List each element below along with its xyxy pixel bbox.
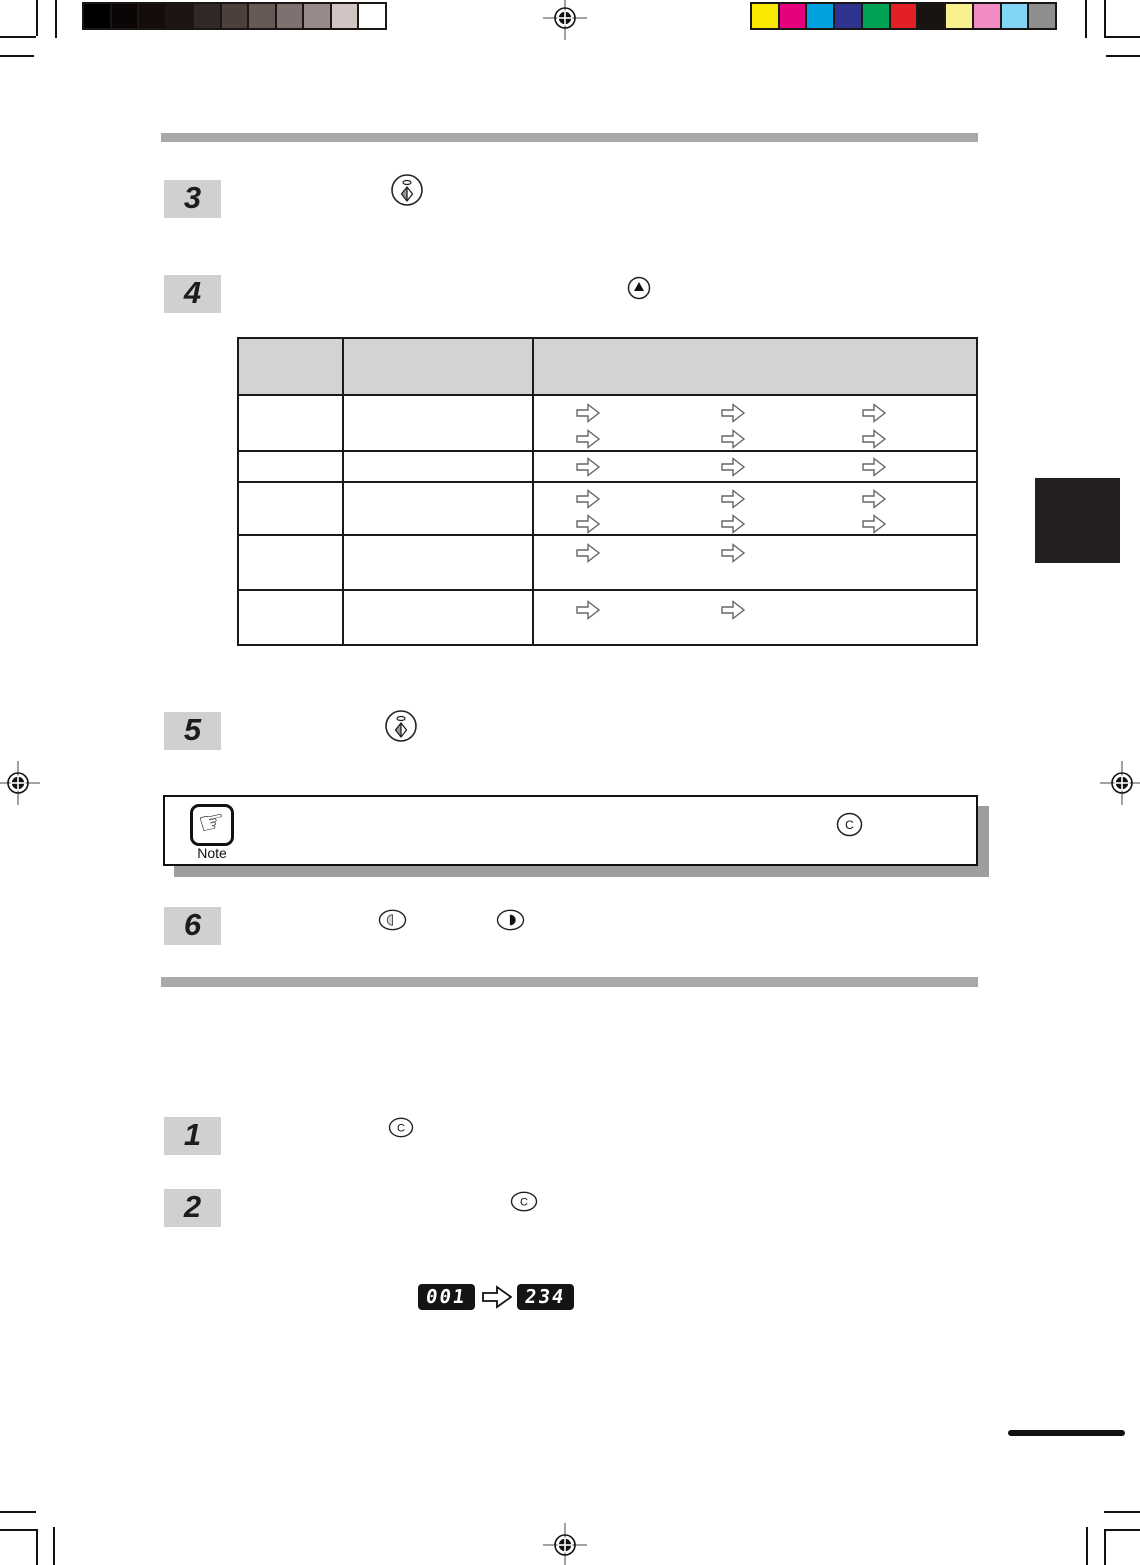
svg-text:C: C [845, 818, 854, 832]
pointing-hand-icon: ☞ [190, 804, 234, 846]
registration-mark-icon [543, 0, 587, 40]
calibration-swatch [835, 4, 861, 28]
calibration-swatch [304, 4, 330, 28]
table-row [239, 591, 976, 648]
calibration-swatch [1002, 4, 1028, 28]
note-label: Note [197, 845, 227, 861]
step-box-3 [164, 180, 221, 218]
registration-mark-icon [0, 761, 40, 805]
right-block-arrow-icon [576, 489, 600, 509]
right-block-arrow-icon [721, 489, 745, 509]
calibration-swatch [918, 4, 944, 28]
calibration-swatch [84, 4, 110, 28]
svg-text:C: C [397, 1122, 405, 1135]
right-block-arrow-icon [576, 429, 600, 449]
right-block-arrow-icon [576, 600, 600, 620]
calibration-swatch [359, 4, 385, 28]
right-block-arrow-icon [721, 429, 745, 449]
right-block-arrow-icon [721, 403, 745, 423]
right-block-arrow-icon [721, 543, 745, 563]
clear-key-icon [510, 1191, 538, 1212]
calibration-swatch [139, 4, 165, 28]
calibration-swatch [946, 4, 972, 28]
registration-mark-icon [1100, 761, 1140, 805]
step-box-1 [164, 1117, 221, 1155]
step-box-2 [164, 1189, 221, 1227]
footer-rule [1008, 1430, 1125, 1436]
calibration-swatch [249, 4, 275, 28]
right-block-arrow-icon [576, 514, 600, 534]
right-block-arrow-icon [721, 514, 745, 534]
step-number: 6 [183, 907, 202, 942]
calibration-swatch [222, 4, 248, 28]
copy-options-table [237, 337, 978, 646]
up-arrow-key-icon [627, 276, 651, 300]
step-number: 4 [183, 275, 202, 310]
calibration-swatch [780, 4, 806, 28]
start-key-icon [384, 709, 418, 743]
right-block-arrow-icon [576, 403, 600, 423]
section-rule-top [161, 133, 978, 142]
table-row [239, 396, 976, 452]
step-number: 2 [183, 1189, 202, 1224]
note-box [163, 795, 978, 866]
step-box-5 [164, 712, 221, 750]
right-block-arrow-icon [862, 514, 886, 534]
calibration-swatch [277, 4, 303, 28]
grayscale-calibration-bar [82, 2, 387, 30]
calibration-swatch [194, 4, 220, 28]
right-block-arrow-icon [862, 429, 886, 449]
right-block-arrow-icon [576, 543, 600, 563]
table-row [239, 536, 976, 591]
calibration-swatch [752, 4, 778, 28]
copy-count-display-before: 001 [418, 1284, 475, 1310]
right-block-arrow-icon [862, 457, 886, 477]
chapter-tab [1035, 478, 1120, 563]
right-block-arrow-icon [721, 600, 745, 620]
section-rule-bottom [161, 977, 978, 987]
table-header-row [239, 339, 976, 396]
calibration-swatch [112, 4, 138, 28]
start-key-icon [390, 173, 424, 207]
table-row [239, 452, 976, 483]
color-calibration-bar [750, 2, 1057, 30]
calibration-swatch [1029, 4, 1055, 28]
copy-count-display-after: 234 [517, 1284, 574, 1310]
step-number: 3 [183, 180, 202, 215]
registration-mark-icon [543, 1523, 587, 1565]
dark-key-icon [496, 909, 525, 931]
calibration-swatch [807, 4, 833, 28]
svg-text:C: C [520, 1196, 528, 1209]
light-key-icon [378, 909, 407, 931]
right-block-arrow-icon [862, 489, 886, 509]
right-block-arrow-icon [862, 403, 886, 423]
step-number: 5 [183, 712, 202, 747]
table-row [239, 483, 976, 536]
right-block-arrow-icon [482, 1285, 512, 1309]
calibration-swatch [974, 4, 1000, 28]
clear-key-icon [388, 1117, 414, 1138]
clear-key-icon [836, 812, 863, 837]
right-block-arrow-icon [576, 457, 600, 477]
calibration-swatch [863, 4, 889, 28]
right-block-arrow-icon [721, 457, 745, 477]
step-number: 1 [183, 1117, 202, 1152]
step-box-4 [164, 275, 221, 313]
calibration-swatch [891, 4, 917, 28]
step-box-6 [164, 907, 221, 945]
calibration-swatch [332, 4, 358, 28]
calibration-swatch [167, 4, 193, 28]
